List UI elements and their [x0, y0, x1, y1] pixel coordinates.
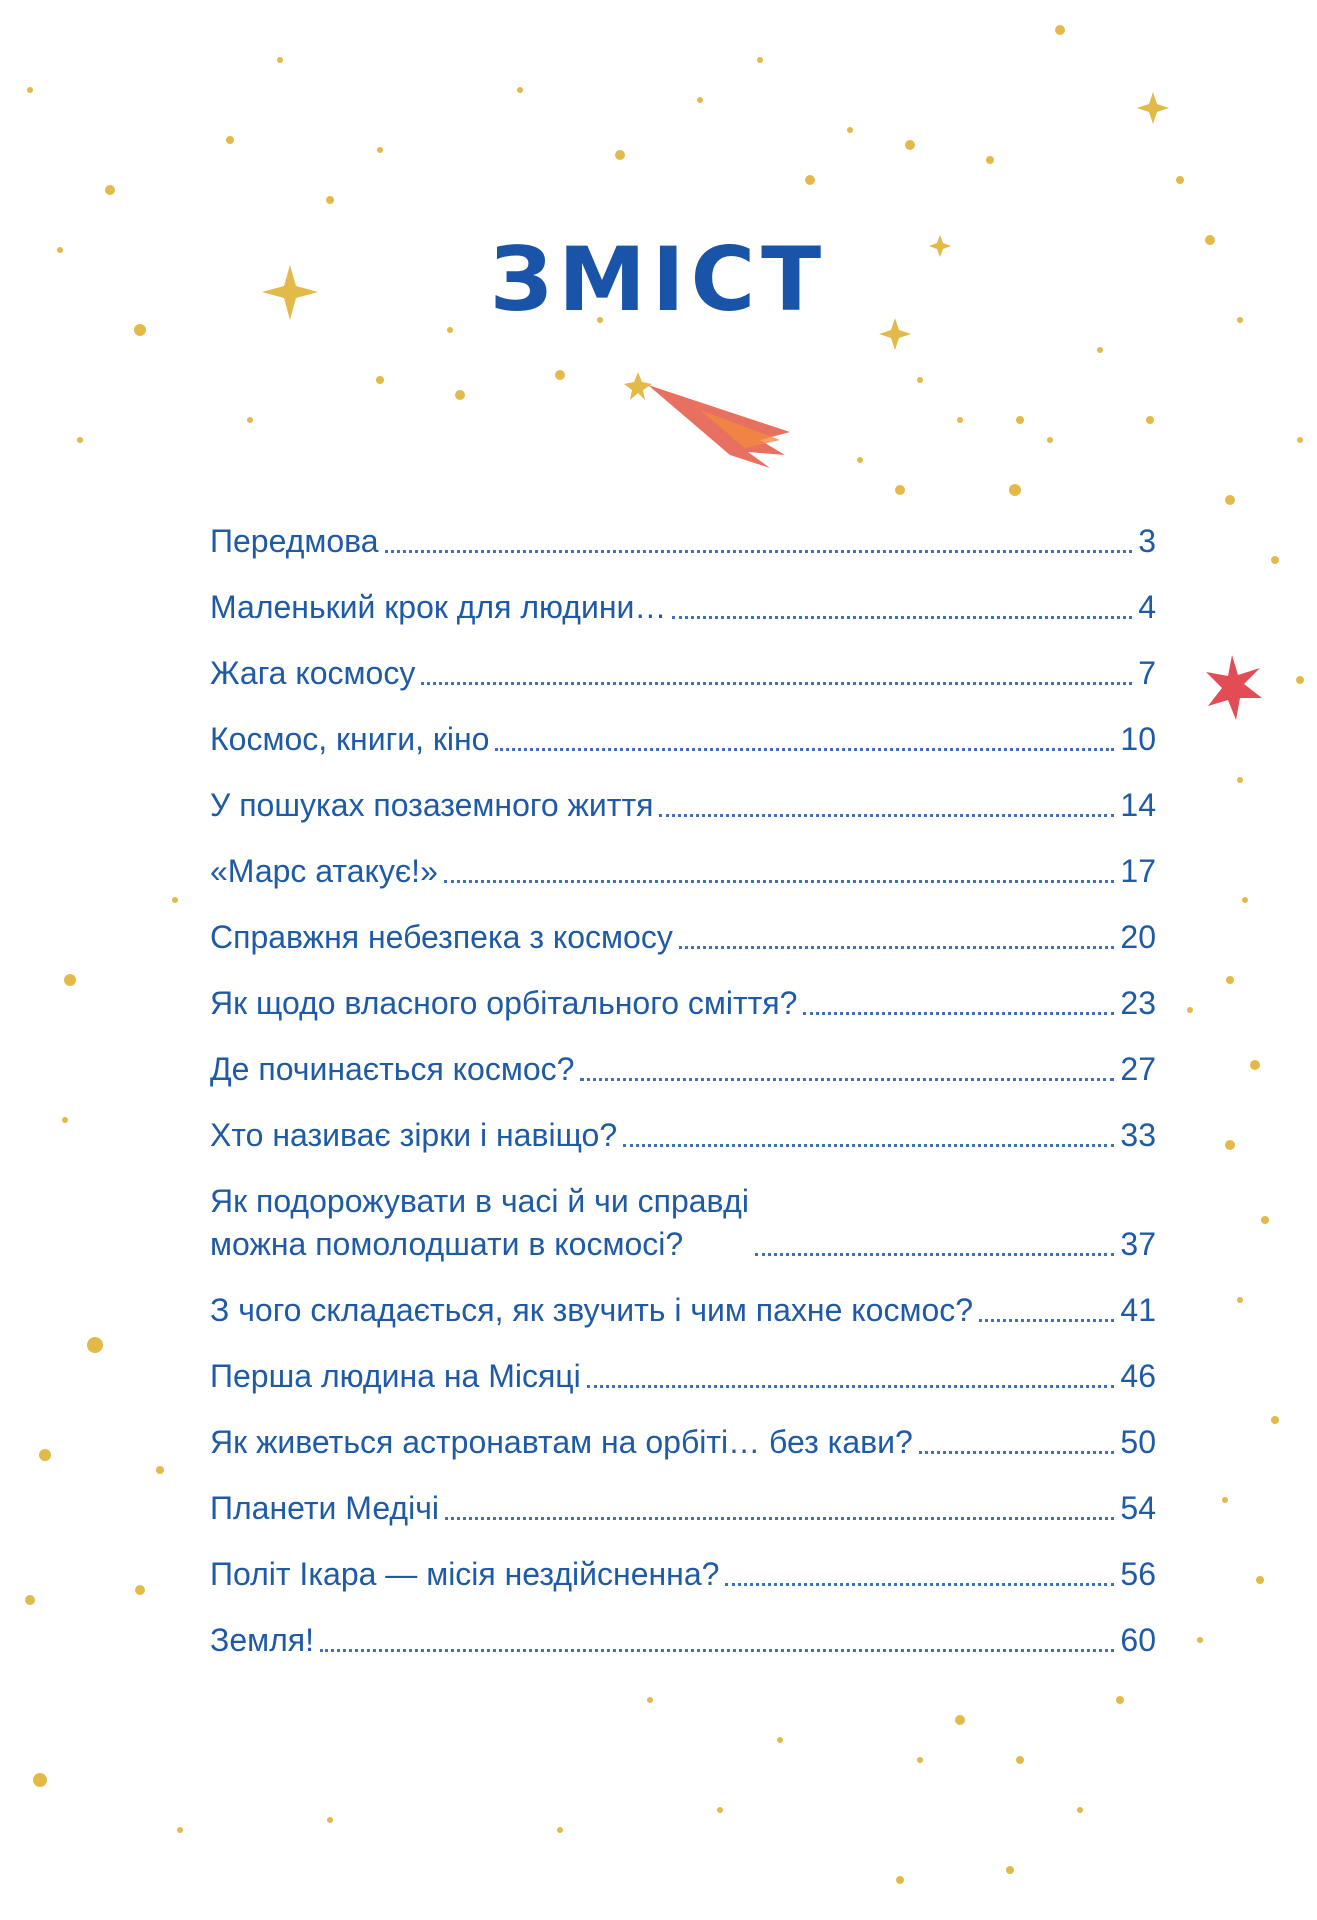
toc-entry-title: Космос, книги, кіно: [210, 721, 490, 757]
toc-entry-page-number: 50: [1120, 1424, 1156, 1460]
dot-leader: [495, 748, 1114, 751]
toc-entry[interactable]: [210, 784, 1156, 827]
toc-entry[interactable]: [210, 1619, 1156, 1662]
toc-entry[interactable]: [210, 916, 1156, 959]
toc-entry-page-number: 46: [1120, 1358, 1156, 1394]
toc-entry[interactable]: [210, 1421, 1156, 1464]
dot-leader: [623, 1144, 1114, 1147]
toc-entry-page-number: 17: [1120, 853, 1156, 889]
toc-entry-title: Як живеться астронавтам на орбіті… без кави?: [210, 1424, 913, 1460]
toc-entry[interactable]: [210, 1487, 1156, 1530]
dot-leader: [919, 1451, 1115, 1454]
dot-leader: [755, 1253, 1114, 1256]
toc-entry-title: Як подорожувати в часі й чи справді можна помолодшати в космосі?: [210, 1183, 749, 1262]
dot-leader: [659, 814, 1114, 817]
toc-entry-page-number: 27: [1120, 1051, 1156, 1087]
dot-leader: [803, 1012, 1114, 1015]
toc-entry-page-number: 33: [1120, 1117, 1156, 1153]
toc-entry[interactable]: [210, 1289, 1156, 1332]
dot-leader: [385, 550, 1133, 553]
toc-entry-page-number: 54: [1120, 1490, 1156, 1526]
toc-entry-title: Де починається космос?: [210, 1051, 575, 1087]
toc-entry[interactable]: [210, 1048, 1156, 1091]
dot-leader: [444, 880, 1115, 883]
comet-head-star-icon: [624, 372, 652, 400]
toc-entry-page-number: 41: [1120, 1292, 1156, 1328]
toc-entry-page-number: 4: [1138, 589, 1156, 625]
toc-entry-title: Передмова: [210, 523, 379, 559]
sparkle-star-icon: [1137, 92, 1169, 124]
toc-entry-page-number: 3: [1138, 523, 1156, 559]
dot-leader: [421, 682, 1132, 685]
toc-entry[interactable]: [210, 1114, 1156, 1157]
toc-entry[interactable]: [210, 1553, 1156, 1596]
red-star-icon: [1206, 655, 1262, 720]
toc-entry-page-number: 20: [1120, 919, 1156, 955]
comet-icon: [624, 372, 790, 468]
toc-entry-title: Політ Ікара — місія нездійсненна?: [210, 1556, 720, 1592]
toc-entry[interactable]: [210, 850, 1156, 893]
dot-leader: [445, 1517, 1114, 1520]
dot-leader: [725, 1583, 1114, 1586]
dot-leader: [672, 616, 1132, 619]
toc-entry-page-number: 23: [1120, 985, 1156, 1021]
toc-entry-title: Маленький крок для людини…: [210, 589, 667, 625]
toc-entry-page-number: 37: [1120, 1226, 1156, 1262]
toc-entry-title: Хто називає зірки і навіщо?: [210, 1117, 618, 1153]
toc-entry[interactable]: [210, 1355, 1156, 1398]
toc-entry[interactable]: [210, 652, 1156, 695]
dot-leader: [587, 1385, 1115, 1388]
toc-entry-title: Земля!: [210, 1622, 315, 1658]
toc-entry-page-number: 10: [1120, 721, 1156, 757]
toc-entry-title: Перша людина на Місяці: [210, 1358, 581, 1394]
dot-leader: [979, 1319, 1114, 1322]
page-title: ЗМІСТ: [489, 228, 828, 331]
toc-entry-title: Справжня небезпека з космосу: [210, 919, 673, 955]
dot-leader: [320, 1649, 1114, 1652]
toc-entry-title: Жага космосу: [210, 655, 416, 691]
toc-entry-title: Планети Медічі: [210, 1490, 439, 1526]
toc-entry-page-number: 14: [1120, 787, 1156, 823]
toc-entry[interactable]: [210, 1180, 1156, 1266]
table-of-contents: [210, 520, 1156, 1685]
toc-entry-title: З чого складається, як звучить і чим пахне космос?: [210, 1292, 974, 1328]
toc-entry[interactable]: [210, 718, 1156, 761]
toc-entry[interactable]: [210, 520, 1156, 563]
toc-entry-page-number: 7: [1138, 655, 1156, 691]
toc-entry-title: Як щодо власного орбітального сміття?: [210, 985, 798, 1021]
toc-entry-page-number: 60: [1120, 1622, 1156, 1658]
toc-entry-title: «Марс атакує!»: [210, 853, 438, 889]
toc-entry-page-number: 56: [1120, 1556, 1156, 1592]
dot-leader: [679, 946, 1115, 949]
toc-entry[interactable]: [210, 586, 1156, 629]
dot-leader: [580, 1078, 1114, 1081]
toc-entry[interactable]: [210, 982, 1156, 1025]
toc-entry-title: У пошуках позаземного життя: [210, 787, 654, 823]
